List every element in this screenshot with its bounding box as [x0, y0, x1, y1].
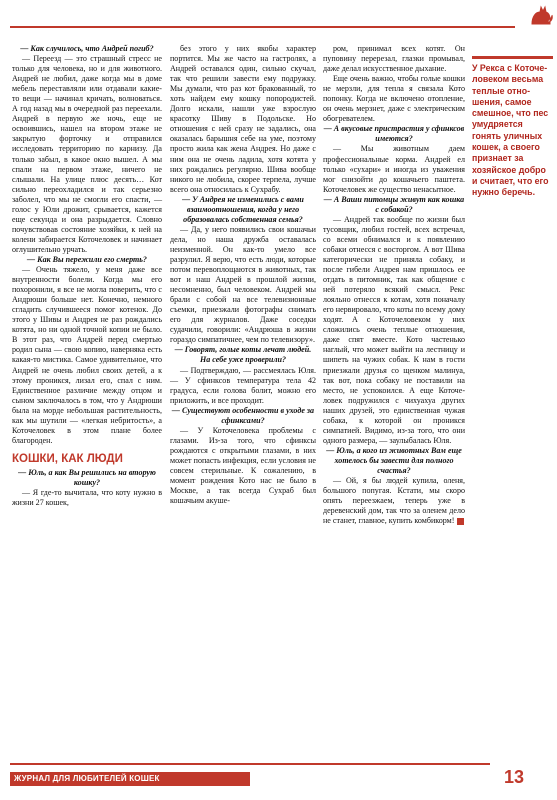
interview-question: — Говорят, голые коты лечат людей. На себе уже проверили?	[174, 345, 312, 365]
column-1	[12, 44, 162, 508]
top-rule	[10, 26, 515, 28]
cat-silhouette-icon	[528, 2, 554, 28]
column-3	[323, 44, 465, 526]
paragraph: ром, принимал всех котят. Он пуповину перерезал, глазки промывал, даже делал искусственное дыхание.	[323, 44, 465, 74]
interview-question: — А вкусовые пристрастия у сфинксов имеются?	[323, 124, 465, 144]
paragraph: — Мы животным даем профессиональные корма. Андрей ел только «сухари» и иногда из уважения мог снизойти до кошачьего паштета. Коточеловек же существо ненасытное.	[323, 144, 465, 194]
paragraph: — Да, у него появились свои кошачьи дела, но наша дружба оставалась неизменной. Он как-то умело все разрулил. Я верю, что есть люди, которые потом перевоплощаются в животных, так вот и наш Андрей в прошлой жизни, несомненно, был человеком. Андрей мы брали с собой на все телевизионные съемки, приезжали фотографы снимать его для журналов. Даже соседки судачили, говорили: «Андрюша в жизни гораздо симпатичнее, чем по телевизору».	[170, 224, 316, 345]
paragraph: без этого у них якобы характер портится. Мы же часто на гастролях, а Андрей оставался один, сильно скучал, так что решили завести ему подружку. Мы думали, что раз кот бракованный, то хоть найдем ему кошку попородистей. Долго искали, нашли уже взрослую красотку Шиву в Подольске. Но отношения с ней сразу не задались, она оказалась барышня себе на уме, поэтому просто жила как жена Андрея. Но даже с ним она не очень ладила, хотя котята у них рождались регулярно. Шива вообще никого не любила, скорее терпела, лучше всего она относилась к Сухрабу.	[170, 44, 316, 194]
sidebar-callout	[472, 56, 553, 199]
interview-question: — Существуют особенности в уходе за сфинксами?	[171, 405, 315, 425]
paragraph: — Ой, я бы людей купила, оленя, большого попугая. Кстати, мы скоро опять переезжаем, теперь уже в деревенский дом, так что за оленем дело не станет, главное, купить комбикорм!	[323, 476, 465, 526]
section-heading: КОШКИ, КАК ЛЮДИ	[12, 452, 123, 465]
paragraph: — Переезд — это страшный стресс не только для человека, но и для животного. Андрей не любил, даже когда мы в доме мебель переставляли или отдавали какие-то вещи — начинал кричать, волноваться. А год назад мы в очередной раз переехали. Андрей в первую же ночь, еще не освоившись, нашел на втором этаже не закрытую форточку и отправился исследовать территорию по карнизу. Да только забыл, в какое окно вышел. А мы спали на первом этаже, ничего не слышали. На улице плюс десять… Кот сильно переохладился и так серьезно заболел, что мы не смогли его спасти, — голос у Юли дрожит, срывается, кажется еще секунда и она разрыдается. Словно почувствовав состояние хозяйки, к ней на колени забирается Коточеловек и начинает оглушительно урчать.	[12, 54, 162, 254]
paragraph: — Андрей так вообще по жизни был тусовщик, любил гостей, всех встречал, со всеми обнимался и к появлению собаки отнесся с восторгом. А вот Шива категорически не приняла собаку, и после гибели Андрея нам пришлось ее отдать в питомник, так как общение с ней потеряло всякий смысл. Рекс лояльно отнесся к котам, хотя поначалу его нервировало, что коты по всему дому ходят. А с Коточеловеком у них сложились очень теплые отношения, даже спят вместе. Кото частенько наглый, что может выйти на лестницу и шипеть на чужих собак. К нам в гости приезжали друзья со щенком малинуа, так вот, пока собаку не поставили на место, не успокоился. А еще Коточеловек подружился с чихуахуа других наших друзей, это единственная чужая собака, к которой он проникся симпатией. Видимо, из-за того, что они одного размера, — заулыбалась Юля.	[323, 214, 465, 445]
column-2	[170, 44, 316, 506]
paragraph: — Я где-то вычитала, что коту нужно в жизни 27 кошек,	[12, 487, 162, 508]
paragraph: — Очень тяжело, у меня даже все внутренности болели. Когда мы его похоронили, я все не могла поверить, что с Андрюши больше нет. Конечно, немного сгладить случившееся помог котенок. До этого у Шивы и Андрея не раз рождались котята, но ни одной точной копии не было. В этот раз, что Андрей перед смертью родил сына — свою копию, наверняка есть какая-то мистика. Самое удивительное, что Андрей не очень любил своих детей, а к этому проникся, лизал его, спал с ним. Единственное различие между отцом и сыном заключалось в том, что у Андрюши была на морде небольшая растительность, как мы шутили — «легкая небритость», а Коточеловек в этом плане более благороден.	[12, 265, 162, 445]
magazine-name: ЖУРНАЛ ДЛЯ ЛЮБИТЕЛЕЙ КОШЕК	[14, 774, 160, 783]
page-number: 13	[504, 767, 525, 787]
paragraph: Еще очень важно, чтобы голые кошки не мерзли, для тепла я связала Кото попонку. Когда не включено отопление, он очень мерзнет, даже с электрическим обогревателем.	[323, 74, 465, 124]
end-of-article-mark	[457, 518, 464, 525]
interview-question: — А Ваши питомцы живут как кошка с собакой?	[323, 194, 465, 214]
page-footer	[0, 763, 557, 800]
interview-question: — Как случилось, что Андрей погиб?	[20, 44, 154, 53]
interview-question: — Юль, а как Вы решились на вторую кошку?	[18, 467, 156, 487]
footer-rule	[10, 763, 490, 765]
sidebar-text: У Рекса с Коточеловеком весьма теплые отношения, самое смешное, что пес умудряется гонять уличных кошек, а своего признает за хозяйское добро и считает, что его нужно беречь.	[472, 63, 549, 198]
paragraph: — У Коточеловека проблемы с глазами. Из-за того, что сфинксы рождаются с открытыми глазами, в них может попасть инфекция, если условия не совсем стерильные. К сожалению, в момент рождения Кото нас не было в Москве, а так всегда Сухраб был кошачьим акуше-	[170, 425, 316, 506]
interview-question: — Как Вы пережили его смерть?	[27, 254, 147, 264]
paragraph: — Подтверждаю, — рассмеялась Юля. — У сфинксов температура тела 42 градуса, если голова болит, можно его приложить, и все проходит.	[170, 365, 316, 405]
interview-question: — У Андрея не изменились с вами взаимоотношения, когда у него образовалась собственная семья?	[182, 194, 304, 224]
interview-question: — Юль, а кого из животных Вам еще хотелось бы завести для полного счастья?	[326, 445, 462, 475]
